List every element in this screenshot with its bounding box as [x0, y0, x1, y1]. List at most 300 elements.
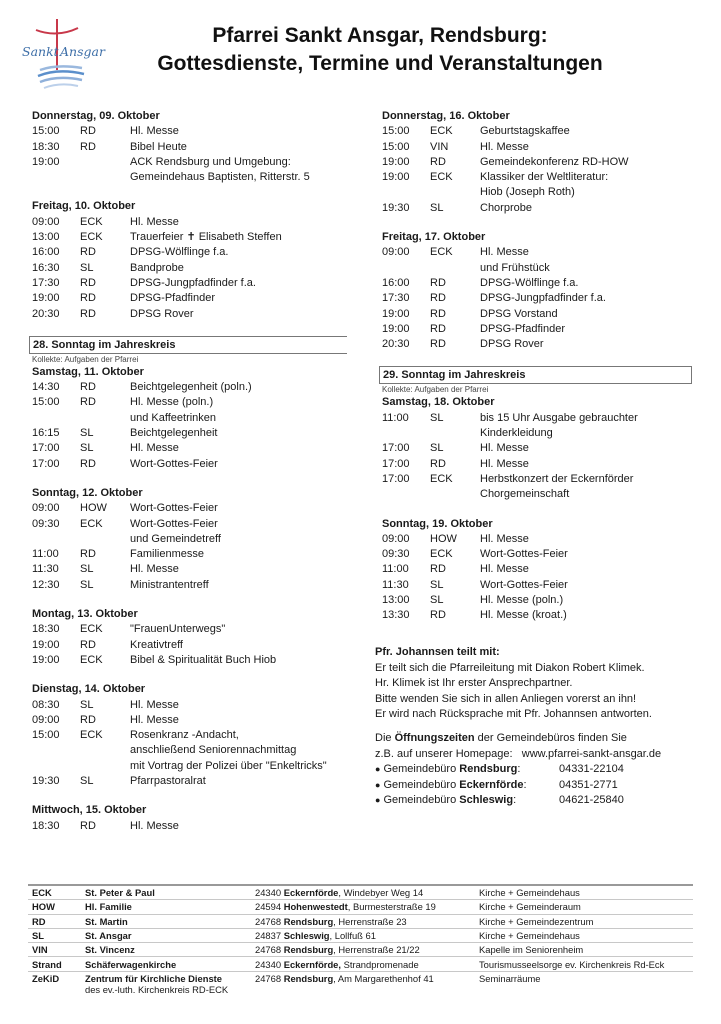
event-location: RD [430, 307, 446, 320]
office-phone: 04331-22104 [559, 763, 624, 775]
event-time: 19:00 [382, 322, 410, 335]
event-description [130, 230, 352, 245]
event-description [130, 501, 352, 516]
event-description [480, 276, 702, 291]
event-description-line: Familienmesse [130, 548, 204, 561]
location-address [255, 901, 479, 912]
day-block [382, 395, 702, 502]
event-description-line: Hl. Messe [480, 442, 529, 455]
event-description-line: Kreativtreff [130, 638, 183, 651]
event-row [382, 457, 702, 472]
day-block [32, 682, 352, 789]
event-description-line: und Gemeindetreff [130, 532, 221, 545]
event-row [382, 170, 702, 201]
city: Eckernförde, [283, 958, 341, 970]
event-time: 19:00 [382, 171, 410, 184]
event-description-line: Beichtgelegenheit [130, 427, 218, 440]
event-description-line: mit Vortrag der Polizei über "Enkeltricks" [130, 759, 327, 772]
event-description-line: ACK Rendsburg und Umgebung: [130, 155, 291, 168]
event-description-line: Wort-Gottes-Feier [480, 578, 568, 591]
event-location: SL [80, 578, 94, 591]
event-row [32, 578, 352, 593]
event-description-line: Hl. Messe [480, 140, 529, 153]
event-row [32, 261, 352, 276]
event-time: 09:00 [382, 532, 410, 545]
event-row [32, 215, 352, 230]
day-block [32, 803, 352, 834]
event-description-line: Wort-Gottes-Feier [480, 548, 568, 561]
event-description [130, 307, 352, 322]
event-row [32, 562, 352, 577]
office-colon: : [517, 763, 521, 775]
event-row [32, 276, 352, 291]
city: Rendsburg [283, 972, 334, 984]
location-row [28, 943, 693, 957]
notice-line: Er teilt sich die Pfarreileitung mit Diakon Robert Klimek. [375, 661, 645, 674]
street: , Herrenstraße 23 [333, 915, 407, 927]
pastor-notice [375, 645, 715, 723]
event-description [130, 395, 352, 426]
street: Strandpromenade [341, 958, 419, 970]
event-location: ECK [80, 231, 103, 244]
event-row [32, 230, 352, 245]
event-description-line: Geburtstagskaffee [480, 125, 570, 138]
street: , Windebyer Weg 14 [338, 887, 424, 899]
location-row [28, 900, 693, 914]
event-row [382, 593, 702, 608]
postal-code: 24837 [255, 930, 282, 942]
location-name [85, 887, 255, 898]
event-location: RD [80, 713, 96, 726]
event-location: RD [80, 819, 96, 832]
event-description [130, 774, 352, 789]
event-description [480, 562, 702, 577]
event-time: 17:00 [382, 442, 410, 455]
hours-text: Die [375, 732, 395, 744]
event-description-line: Gemeindekonferenz RD-HOW [480, 155, 629, 168]
event-description [480, 155, 702, 170]
event-time: 08:30 [32, 698, 60, 711]
event-description [130, 819, 352, 834]
event-location: ECK [430, 171, 453, 184]
location-row [28, 929, 693, 943]
event-time: 09:30 [32, 517, 60, 530]
event-time: 16:15 [32, 427, 60, 440]
street: , Herrenstraße 21/22 [333, 944, 420, 956]
location-type: Kirche + Gemeindezentrum [479, 915, 594, 927]
event-description-line: DPSG-Pfadfinder [480, 322, 565, 335]
event-time: 19:00 [32, 292, 60, 305]
notice-line: Er wird nach Rücksprache mit Pfr. Johannsen antworten. [375, 708, 652, 720]
event-description-line: Hl. Messe (poln.) [130, 396, 214, 409]
event-description [130, 728, 352, 774]
location-code: VIN [32, 944, 48, 956]
event-description-line: Kinderkleidung [480, 427, 553, 440]
event-description [130, 276, 352, 291]
sunday-title: 29. Sonntag im Jahreskreis [379, 366, 692, 384]
event-description [130, 380, 352, 395]
day-heading: Montag, 13. Oktober [32, 608, 138, 621]
event-description [480, 457, 702, 472]
office-colon: : [513, 794, 517, 806]
event-description-line: Ministrantentreff [130, 578, 209, 591]
event-description [130, 638, 352, 653]
event-time: 20:30 [382, 338, 410, 351]
location-address [255, 944, 479, 955]
event-location: RD [80, 140, 96, 153]
event-row [382, 291, 702, 306]
homepage-link[interactable]: www.pfarrei-sankt-ansgar.de [521, 747, 662, 760]
event-location: ECK [80, 623, 103, 636]
notice-line: Bitte wenden Sie sich in allen Anliegen vorerst an ihn! [375, 692, 637, 705]
location-row [28, 886, 693, 900]
event-row [382, 155, 702, 170]
location-name [85, 901, 255, 912]
event-description [480, 608, 702, 623]
city: Schleswig [283, 930, 330, 942]
event-row [32, 291, 352, 306]
event-description-line: Rosenkranz -Andacht, [130, 729, 239, 742]
event-location: RD [80, 457, 96, 470]
event-row [32, 124, 352, 139]
event-description [480, 578, 702, 593]
event-location: RD [80, 396, 96, 409]
day-block [32, 199, 352, 321]
event-time: 14:30 [32, 381, 60, 394]
event-location: RD [80, 276, 96, 289]
event-location: RD [80, 307, 96, 320]
event-location: SL [80, 427, 94, 440]
event-description [130, 698, 352, 713]
event-description [130, 291, 352, 306]
event-time: 11:00 [382, 411, 409, 424]
location-code: RD [32, 915, 46, 927]
event-description-line: Hl. Messe [130, 713, 179, 726]
location-code: Strand [32, 958, 62, 970]
event-time: 17:30 [32, 276, 60, 289]
event-description [480, 140, 702, 155]
event-row [32, 728, 352, 774]
event-description-line: Pfarrpastoralrat [130, 774, 206, 787]
event-row [382, 276, 702, 291]
event-description-line: Hl. Messe [130, 125, 179, 138]
location-type: Tourismusseelsorge ev. Kirchenkreis Rd-Eck [479, 958, 665, 970]
event-description-line: Bandprobe [130, 261, 184, 274]
postal-code: 24768 [255, 944, 282, 956]
event-location: ECK [430, 125, 453, 138]
event-description [130, 140, 352, 155]
church-name: Zentrum für Kirchliche Dienste [85, 972, 223, 984]
office-city: Eckernförde [459, 778, 524, 791]
event-description-line: Herbstkonzert der Eckernförder [480, 472, 634, 485]
street: , Lollfuß 61 [329, 930, 376, 942]
event-row [32, 245, 352, 260]
event-row [32, 774, 352, 789]
event-description-line: und Frühstück [480, 261, 550, 274]
event-row [382, 532, 702, 547]
day-heading: Donnerstag, 09. Oktober [32, 110, 160, 122]
event-description-line: Hl. Messe [130, 215, 179, 228]
event-row [32, 395, 352, 426]
event-time: 19:00 [382, 307, 410, 320]
event-description [480, 322, 702, 337]
event-row [32, 426, 352, 441]
office-label: Gemeindebüro [383, 778, 460, 791]
event-description [130, 713, 352, 728]
event-location: SL [430, 442, 444, 455]
event-row [32, 380, 352, 395]
event-time: 11:00 [32, 548, 59, 561]
location-type: Kapelle im Seniorenheim [479, 944, 584, 956]
event-description [130, 215, 352, 230]
location-row [28, 957, 693, 971]
title-line-1: Pfarrei Sankt Ansgar, Rendsburg: [212, 24, 548, 47]
hours-intro [375, 731, 715, 747]
event-location: RD [80, 548, 96, 561]
event-location: ECK [430, 472, 453, 485]
office-row [375, 762, 715, 778]
event-location: RD [80, 638, 96, 651]
event-description [130, 245, 352, 260]
event-time: 17:30 [382, 292, 410, 305]
event-description-line: Wort-Gottes-Feier [130, 457, 218, 470]
event-time: 11:30 [32, 563, 59, 576]
event-description-line: DPSG-Jungpfadfinder f.a. [130, 276, 256, 289]
event-description [130, 547, 352, 562]
event-row [32, 441, 352, 456]
event-description-line: "FrauenUnterwegs" [130, 623, 226, 636]
event-description-line: Hl. Messe [480, 563, 529, 576]
event-description-line: DPSG Vorstand [480, 307, 558, 320]
event-time: 18:30 [32, 140, 60, 153]
event-row [382, 411, 702, 442]
event-row [32, 457, 352, 472]
kollekte-note: Kollekte: Aufgaben der Pfarrei [32, 354, 139, 364]
location-name [85, 916, 255, 927]
kollekte-note: Kollekte: Aufgaben der Pfarrei [382, 385, 489, 395]
event-description-line: DPSG-Pfadfinder [130, 292, 215, 305]
event-time: 19:00 [32, 155, 60, 168]
event-description-line: Hl. Messe [130, 819, 179, 832]
event-description [130, 261, 352, 276]
church-name-sub: des ev.-luth. Kirchenkreis RD-ECK [85, 983, 229, 995]
event-description-line: DPSG Rover [130, 307, 194, 320]
event-description [130, 155, 352, 186]
event-time: 18:30 [32, 623, 60, 636]
event-location: ECK [80, 517, 103, 530]
event-location: SL [80, 774, 94, 787]
event-row [382, 472, 702, 503]
event-location: RD [430, 609, 446, 622]
event-description-line: Hl. Messe [480, 457, 529, 470]
notice-line: Hr. Klimek ist Ihr erster Ansprechpartner. [375, 677, 573, 689]
event-location: SL [80, 442, 94, 455]
event-row [32, 653, 352, 668]
postal-code: 24340 [255, 887, 282, 899]
event-location: RD [80, 246, 96, 259]
event-description-line: Hl. Messe [480, 532, 529, 545]
event-location: VIN [430, 140, 449, 153]
event-description [480, 532, 702, 547]
sunday-header [382, 366, 702, 395]
event-row [382, 562, 702, 577]
event-description-line: Hl. Messe (poln.) [480, 594, 564, 607]
location-code: SL [32, 930, 44, 942]
notice-heading: Pfr. Johannsen teilt mit: [375, 646, 500, 658]
event-description-line: Wort-Gottes-Feier [130, 502, 218, 515]
event-time: 09:00 [32, 215, 60, 228]
event-location: SL [80, 261, 94, 274]
location-code: ECK [32, 887, 52, 899]
event-description [480, 307, 702, 322]
logo-text-ansgar: Ansgar [60, 44, 105, 59]
church-name: St. Ansgar [85, 930, 132, 942]
event-description-line: Hl. Messe [480, 246, 529, 259]
day-heading: Mittwoch, 15. Oktober [32, 804, 147, 817]
event-row [382, 124, 702, 139]
location-code: ZeKiD [32, 972, 60, 984]
location-address [255, 959, 479, 970]
event-time: 13:00 [32, 231, 60, 244]
day-block [32, 365, 352, 472]
event-description [480, 291, 702, 306]
event-row [32, 713, 352, 728]
event-location: ECK [80, 729, 103, 742]
event-description-line: Hl. Messe [130, 563, 179, 576]
office-phone: 04621-25840 [559, 794, 624, 806]
event-time: 16:00 [382, 276, 410, 289]
page-title [100, 22, 660, 78]
event-time: 15:00 [32, 396, 60, 409]
day-heading: Samstag, 18. Oktober [382, 396, 495, 409]
homepage-label: z.B. auf unserer Homepage: [375, 747, 513, 760]
schedule-column-right [382, 109, 702, 638]
event-description-line: Hl. Messe [130, 698, 179, 711]
logo-text-sankt: Sankt [22, 44, 59, 59]
title-line-2: Gottesdienste, Termine und Veranstaltungen [157, 52, 603, 75]
event-time: 19:30 [382, 201, 410, 214]
event-row [382, 578, 702, 593]
postal-code: 24340 [255, 958, 282, 970]
location-type: Kirche + Gemeinderaum [479, 901, 581, 913]
event-description-line: Bibel & Spiritualität Buch Hiob [130, 653, 277, 666]
location-type: Kirche + Gemeindehaus [479, 930, 580, 942]
event-row [32, 155, 352, 186]
event-description [480, 441, 702, 456]
city: Rendsburg [283, 944, 334, 956]
day-heading: Sonntag, 12. Oktober [32, 486, 143, 499]
location-name [85, 959, 255, 970]
event-description [480, 170, 702, 201]
event-time: 17:00 [32, 442, 60, 455]
event-row [32, 622, 352, 637]
location-name [85, 973, 255, 995]
location-type: Kirche + Gemeindehaus [479, 887, 580, 899]
event-row [382, 307, 702, 322]
event-time: 19:30 [32, 774, 60, 787]
bullet-icon: ● [375, 779, 381, 790]
event-time: 18:30 [32, 819, 60, 832]
event-description [130, 426, 352, 441]
city: Eckernförde [283, 887, 339, 899]
event-description-line: Chorprobe [480, 201, 532, 214]
event-location: SL [430, 411, 444, 424]
day-block [32, 109, 352, 185]
event-time: 17:00 [32, 457, 60, 470]
event-description [480, 201, 702, 216]
event-time: 16:00 [32, 246, 60, 259]
location-address [255, 887, 479, 898]
event-row [32, 501, 352, 516]
event-time: 09:00 [32, 502, 60, 515]
event-description [480, 547, 702, 562]
bullet-icon: ● [375, 795, 381, 805]
event-description [130, 441, 352, 456]
event-description-line: Wort-Gottes-Feier [130, 517, 218, 530]
event-location: RD [430, 322, 446, 335]
homepage-line [375, 747, 715, 763]
hours-bold: Öffnungszeiten [394, 732, 475, 744]
office-city: Rendsburg [459, 763, 518, 775]
event-location: SL [80, 563, 94, 576]
event-row [32, 140, 352, 155]
office-label: Gemeindebüro [383, 794, 460, 806]
event-time: 12:30 [32, 578, 60, 591]
event-description [130, 622, 352, 637]
event-description-line: Chorgemeinschaft [480, 488, 570, 501]
event-time: 11:30 [382, 578, 409, 591]
event-location [80, 155, 130, 186]
office-hours [375, 731, 715, 809]
office-city: Schleswig [459, 794, 514, 806]
hours-text: der Gemeindebüros finden Sie [474, 732, 627, 744]
event-location: RD [430, 338, 446, 351]
event-time: 16:30 [32, 261, 60, 274]
event-time: 09:00 [382, 246, 410, 259]
church-name: Schäferwagenkirche [85, 958, 177, 970]
event-time: 19:00 [32, 653, 60, 666]
location-name [85, 944, 255, 955]
event-description-line: DPSG-Wölflinge f.a. [130, 246, 229, 259]
event-description [480, 472, 702, 503]
event-description-line: DPSG Rover [480, 338, 544, 351]
city: Hohenwestedt [283, 901, 348, 913]
event-location: SL [430, 201, 444, 214]
event-location: SL [80, 698, 94, 711]
event-time: 15:00 [32, 729, 60, 742]
event-description [130, 562, 352, 577]
location-row [28, 915, 693, 929]
office-row [375, 778, 715, 794]
event-time: 19:00 [32, 638, 60, 651]
event-description-line: Hl. Messe [130, 442, 179, 455]
event-location: RD [80, 292, 96, 305]
event-location: RD [430, 292, 446, 305]
event-description [130, 457, 352, 472]
event-row [32, 517, 352, 548]
sunday-header [32, 336, 352, 365]
event-row [382, 337, 702, 352]
event-description [130, 124, 352, 139]
event-location: HOW [80, 502, 107, 515]
event-location: RD [430, 457, 446, 470]
location-address [255, 916, 479, 927]
postal-code: 24768 [255, 972, 282, 984]
event-location: RD [80, 125, 96, 138]
event-location: SL [430, 578, 444, 591]
event-description-line: Klassiker der Weltliteratur: [480, 171, 609, 184]
postal-code: 24768 [255, 915, 282, 927]
